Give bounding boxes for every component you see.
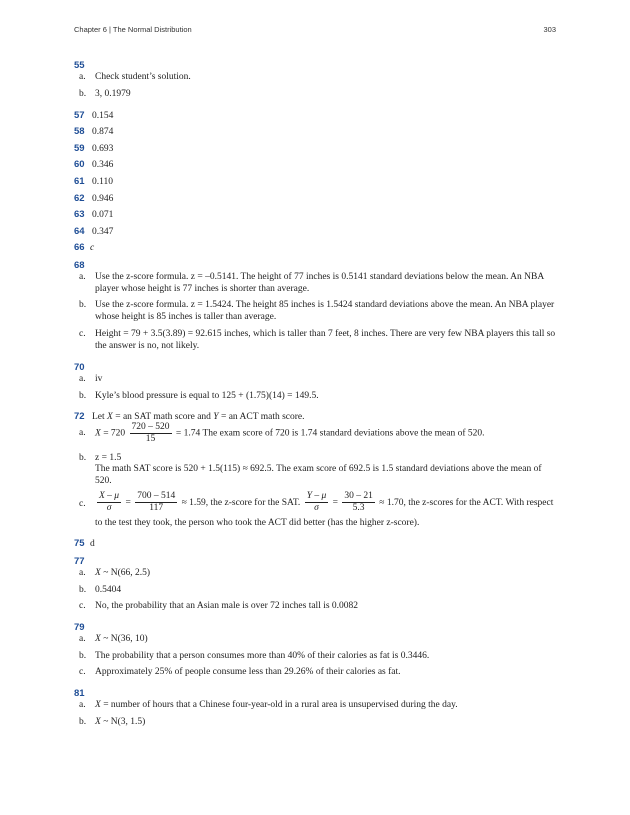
answer-formula: X = 720 $\frac{720 - 520}{15}$ = 1.74 The exam score of 720 is 1.74 standard deviations above the mean of 520.	[95, 422, 485, 444]
answer-intro: Let X = an SAT math score and Y = an ACT math score.	[92, 412, 305, 422]
answer-text: 0.693	[92, 144, 114, 154]
answer-text: Height = 79 + 3.5(3.89) = 92.615 inches, which is taller than 7 feet, 8 inches. There are very few NBA players this tall so the answer is no, not likely.	[95, 329, 556, 351]
answer-text: 0.347	[92, 227, 114, 237]
part-label: a.	[79, 428, 86, 438]
part-label: c.	[79, 329, 86, 339]
answer-formula: $\frac{X - \mu}{\sigma}$ = $\frac{700 - 514}{117}$ ≈ 1.59, the z-score for the SAT. $\frac{Y - \mu}{\sigma}$ = $\frac{30 - 21}{5.3}$ ≈ 1.70, the z-scores for the ACT. With respect	[99, 491, 554, 514]
part-label: a.	[79, 72, 86, 82]
answer-text: 0.346	[92, 160, 114, 170]
answer-number: 79	[74, 622, 85, 633]
part-label: b.	[79, 300, 87, 310]
answer-text: X = number of hours that a Chinese four-year-old in a rural area is unsupervised during the day.	[95, 700, 458, 710]
answer-text: d	[90, 539, 95, 549]
answer-number: 70	[74, 362, 85, 373]
answer-text: 0.154	[92, 111, 114, 121]
part-label: a.	[79, 272, 86, 282]
answer-number: 58	[74, 126, 85, 137]
answer-number: 59	[74, 143, 85, 154]
part-label: b.	[79, 651, 87, 661]
answer-text: 0.110	[92, 177, 114, 187]
fraction: $\frac{720 - 520}{15}$	[131, 422, 170, 444]
part-label: c.	[79, 667, 86, 677]
part-label: a.	[79, 374, 86, 384]
variable-y: Y	[213, 412, 219, 422]
answer-number: 60	[74, 159, 85, 170]
answer-number: 66	[74, 242, 85, 253]
fraction: $\frac{700 - 514}{117}$	[137, 491, 176, 514]
fraction: $\frac{X - \mu}{\sigma}$	[99, 491, 120, 514]
answer-text: 0.071	[92, 210, 114, 220]
answer-number: 63	[74, 209, 85, 220]
answer-text: 0.5404	[95, 585, 122, 595]
answer-text: Use the z-score formula. z = –0.5141. The height of 77 inches is 0.5141 standard deviations below the mean. An NBA player whose height is 77 inches is shorter than average.	[95, 272, 544, 294]
answer-text: The probability that a person consumes more than 40% of their calories as fat is 0.3446.	[95, 651, 430, 661]
part-label: b.	[79, 585, 87, 595]
answer-text: 0.874	[92, 127, 114, 137]
answer-text: The math SAT score is 520 + 1.5(115) ≈ 692.5. The exam score of 692.5 is 1.5 standard deviations above the mean of 520.	[95, 464, 542, 486]
answer-text: c	[90, 243, 95, 253]
answer-number: 72	[74, 411, 85, 422]
answer-text: z = 1.5	[95, 453, 122, 463]
part-label: b.	[79, 391, 87, 401]
answer-number: 55	[74, 60, 85, 71]
answer-number: 64	[74, 226, 85, 237]
answer-text: X ~ N(36, 10)	[95, 634, 148, 644]
part-label: b.	[79, 89, 87, 99]
part-label: a.	[79, 568, 86, 578]
chapter-header: Chapter 6 | The Normal Distribution	[74, 25, 192, 34]
part-label: a.	[79, 700, 86, 710]
answer-text: to the test they took, the person who took the ACT did better (has the higher z-score).	[95, 518, 420, 528]
answer-number: 57	[74, 110, 85, 121]
part-label: c.	[79, 601, 86, 611]
answer-number: 62	[74, 193, 85, 204]
answer-text: X ~ N(66, 2.5)	[95, 568, 151, 578]
part-label: b.	[79, 453, 87, 463]
answer-text: iv	[95, 374, 103, 384]
answer-text: Approximately 25% of people consume less than 29.26% of their calories as fat.	[95, 667, 401, 677]
answer-text: X ~ N(3, 1.5)	[95, 717, 146, 727]
part-label: a.	[79, 634, 86, 644]
variable-x: X	[107, 412, 113, 422]
answer-number: 77	[74, 556, 85, 567]
answer-text: Check student’s solution.	[95, 72, 191, 82]
answer-text: Kyle’s blood pressure is equal to 125 + (1.75)(14) = 149.5.	[95, 391, 319, 401]
part-label: c.	[79, 499, 86, 509]
answer-number: 68	[74, 260, 85, 271]
answer-number: 75	[74, 538, 85, 549]
answer-text: 0.946	[92, 194, 114, 204]
answer-number: 81	[74, 688, 85, 699]
answer-text: 3, 0.1979	[95, 89, 131, 99]
fraction: $\frac{Y - \mu}{\sigma}$	[306, 491, 327, 514]
page-number: 303	[543, 25, 556, 34]
answer-text: No, the probability that an Asian male is over 72 inches tall is 0.0082	[95, 601, 359, 611]
fraction: $\frac{30 - 21}{5.3}$	[344, 491, 373, 514]
answer-number: 61	[74, 176, 85, 187]
part-label: b.	[79, 717, 87, 727]
answer-text: Use the z-score formula. z = 1.5424. The height 85 inches is 1.5424 standard deviations above the mean. An NBA player whose height is 85 inches is taller than average.	[95, 300, 555, 322]
